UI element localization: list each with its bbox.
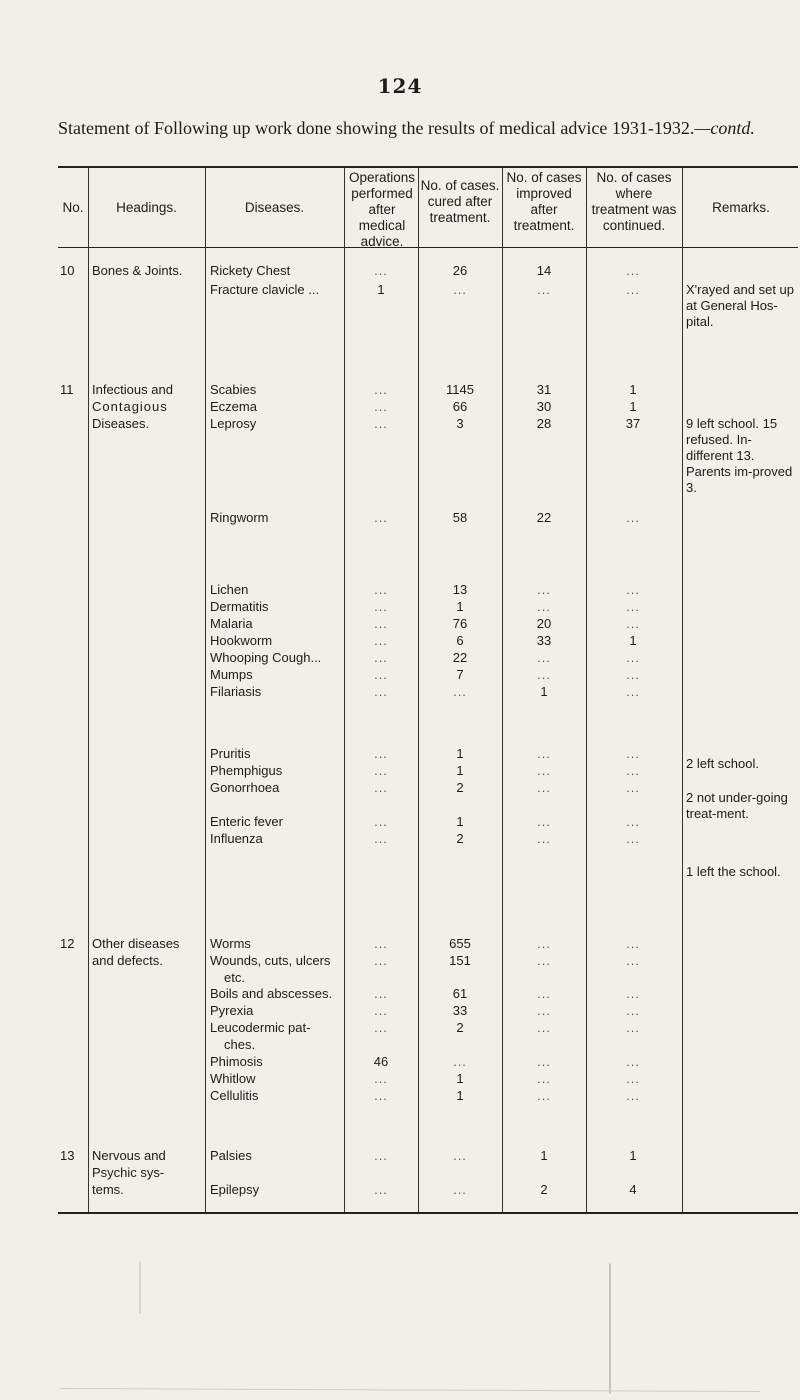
improved-cell: ... [537, 1003, 551, 1018]
header-headings: Headings. [116, 200, 177, 215]
improved-cell: ... [537, 936, 551, 951]
section-heading: Contagious [92, 399, 168, 414]
continued-cell: ... [626, 763, 640, 778]
cured-cell: 76 [452, 616, 468, 631]
cured-cell: 1 [456, 763, 464, 778]
operations-cell: ... [374, 667, 388, 682]
disease-name: Lichen [210, 582, 249, 597]
disease-name: Ringworm [210, 510, 269, 525]
bleed-through-marks [0, 1250, 800, 1400]
section-heading: tems. [92, 1182, 124, 1197]
improved-cell: ... [537, 582, 551, 597]
improved-cell: ... [537, 1054, 551, 1069]
disease-name: Filariasis [210, 684, 262, 699]
disease-name: Epilepsy [210, 1182, 260, 1197]
improved-cell: ... [537, 986, 551, 1001]
improved-cell: 31 [536, 382, 552, 397]
operations-cell: 46 [373, 1054, 389, 1069]
operations-cell: ... [374, 263, 388, 278]
continued-cell: ... [626, 936, 640, 951]
disease-name: Palsies [210, 1148, 252, 1163]
continued-cell: ... [626, 831, 640, 846]
disease-name: Hookworm [210, 633, 273, 648]
section-heading: and defects. [92, 953, 163, 968]
operations-cell: ... [374, 510, 388, 525]
operations-cell: ... [374, 382, 388, 397]
header-no: No. [62, 200, 84, 215]
disease-name: Gonorrhoea [210, 780, 280, 795]
title-suffix: —contd. [694, 118, 755, 138]
continued-cell: 1 [629, 399, 637, 414]
cured-cell: 655 [449, 936, 471, 951]
improved-cell: ... [537, 282, 551, 297]
improved-cell: ... [537, 814, 551, 829]
continued-cell: ... [626, 616, 640, 631]
operations-cell: ... [374, 953, 388, 968]
continued-cell: ... [626, 1071, 640, 1086]
continued-cell: ... [626, 684, 640, 699]
col-line-3 [344, 168, 345, 1212]
header-continued: No. of cases where treatment was continued. [591, 170, 677, 233]
disease-name: Rickety Chest [210, 263, 291, 278]
operations-cell: ... [374, 1148, 388, 1163]
disease-name: Whitlow [210, 1071, 256, 1086]
cured-cell: ... [453, 282, 467, 297]
disease-name: Scabies [210, 382, 257, 397]
header-bottom-rule [58, 247, 798, 248]
continued-cell: ... [626, 1054, 640, 1069]
section-number: 13 [60, 1148, 75, 1163]
cured-cell: 58 [452, 510, 468, 525]
improved-cell: ... [537, 1071, 551, 1086]
cured-cell: 151 [449, 953, 471, 968]
cured-cell: 26 [452, 263, 468, 278]
improved-cell: ... [537, 746, 551, 761]
operations-cell: ... [374, 1020, 388, 1035]
cured-cell: 61 [452, 986, 468, 1001]
improved-cell: ... [537, 650, 551, 665]
section-number: 11 [60, 382, 74, 397]
continued-cell: ... [626, 1003, 640, 1018]
remark: 9 left school. 15 refused. In-different 13. Parents im-proved 3. [686, 416, 793, 495]
improved-cell: ... [537, 599, 551, 614]
disease-name: Pruritis [210, 746, 251, 761]
cured-cell: ... [453, 1148, 467, 1163]
section-heading: Psychic sys- [92, 1165, 165, 1180]
cured-cell: 2 [456, 1020, 464, 1035]
cured-cell: 7 [456, 667, 464, 682]
continued-cell: 37 [625, 416, 641, 431]
disease-name: Leprosy [210, 416, 257, 431]
disease-name: Eczema [210, 399, 257, 414]
cured-cell: ... [453, 1054, 467, 1069]
section-number: 10 [60, 263, 75, 278]
continued-cell: 1 [629, 382, 637, 397]
cured-cell: ... [453, 1182, 467, 1197]
improved-cell: ... [537, 1088, 551, 1103]
col-line-4 [418, 168, 419, 1212]
continued-cell: ... [626, 1020, 640, 1035]
continued-cell: ... [626, 582, 640, 597]
remark: 2 not under-going treat-ment. [686, 790, 788, 821]
continued-cell: ... [626, 986, 640, 1001]
disease-name: Dermatitis [210, 599, 269, 614]
improved-cell: ... [537, 667, 551, 682]
cured-cell: 1 [456, 1071, 464, 1086]
continued-cell: ... [626, 814, 640, 829]
operations-cell: ... [374, 1088, 388, 1103]
continued-cell: 4 [629, 1182, 637, 1197]
continued-cell: 1 [629, 633, 637, 648]
continued-cell: ... [626, 263, 640, 278]
page-number: 124 [377, 74, 423, 98]
remark: X'rayed and set up at General Hos-pital. [686, 282, 794, 329]
improved-cell: ... [537, 1020, 551, 1035]
disease-name: Phimosis [210, 1054, 263, 1069]
disease-name: Worms [210, 936, 251, 951]
section-heading: Nervous and [92, 1148, 166, 1163]
operations-cell: ... [374, 763, 388, 778]
col-line-2 [205, 168, 206, 1212]
improved-cell: 2 [540, 1182, 548, 1197]
disease-name: Influenza [210, 831, 263, 846]
header-operations: Operations performed after medical advice. [348, 170, 416, 249]
continued-cell: ... [626, 1088, 640, 1103]
improved-cell: 1 [540, 1148, 548, 1163]
cured-cell: ... [453, 684, 467, 699]
operations-cell: ... [374, 814, 388, 829]
section-heading: Other diseases [92, 936, 180, 951]
operations-cell: ... [374, 780, 388, 795]
disease-name: Whooping Cough... [210, 650, 322, 665]
continued-cell: ... [626, 746, 640, 761]
section-number: 12 [60, 936, 75, 951]
operations-cell: ... [374, 416, 388, 431]
improved-cell: ... [537, 763, 551, 778]
cured-cell: 2 [456, 780, 464, 795]
operations-cell: ... [374, 399, 388, 414]
continued-cell: 1 [629, 1148, 637, 1163]
disease-name: Boils and abscesses. [210, 986, 333, 1001]
page-title [58, 118, 798, 139]
disease-name: Enteric fever [210, 814, 283, 829]
header-improved: No. of cases improved after treatment. [506, 170, 582, 233]
table-top-rule [58, 166, 798, 168]
improved-cell: 33 [536, 633, 552, 648]
disease-name: Cellulitis [210, 1088, 259, 1103]
operations-cell: ... [374, 1182, 388, 1197]
improved-cell: 30 [536, 399, 552, 414]
cured-cell: 1 [456, 746, 464, 761]
improved-cell: 28 [536, 416, 552, 431]
improved-cell: ... [537, 780, 551, 795]
continued-cell: ... [626, 599, 640, 614]
cured-cell: 1 [456, 599, 464, 614]
section-heading: Infectious and [92, 382, 173, 397]
operations-cell: ... [374, 650, 388, 665]
continued-cell: ... [626, 282, 640, 297]
disease-name: Leucodermic pat- [210, 1020, 311, 1035]
disease-name: Wounds, cuts, ulcers [210, 953, 331, 968]
cured-cell: 2 [456, 831, 464, 846]
cured-cell: 66 [452, 399, 468, 414]
disease-name: Pyrexia [210, 1003, 254, 1018]
cured-cell: 33 [452, 1003, 468, 1018]
disease-name-cont: ches. [224, 1037, 256, 1052]
continued-cell: ... [626, 953, 640, 968]
remark: 1 left the school. [686, 864, 781, 879]
cured-cell: 13 [452, 582, 468, 597]
remark: 2 left school. [686, 756, 759, 771]
header-remarks: Remarks. [712, 200, 770, 215]
improved-cell: 22 [536, 510, 552, 525]
col-line-7 [682, 168, 683, 1212]
improved-cell: ... [537, 953, 551, 968]
section-heading: Bones & Joints. [92, 263, 183, 278]
cured-cell: 1145 [446, 382, 474, 397]
improved-cell: 14 [536, 263, 552, 278]
improved-cell: ... [537, 831, 551, 846]
operations-cell: ... [374, 746, 388, 761]
disease-name: Mumps [210, 667, 253, 682]
col-line-1 [88, 168, 89, 1212]
operations-cell: ... [374, 684, 388, 699]
cured-cell: 22 [452, 650, 468, 665]
operations-cell: ... [374, 986, 388, 1001]
improved-cell: 1 [540, 684, 548, 699]
cured-cell: 1 [456, 814, 464, 829]
continued-cell: ... [626, 667, 640, 682]
col-line-5 [502, 168, 503, 1212]
disease-name: Phemphigus [210, 763, 283, 778]
operations-cell: ... [374, 1003, 388, 1018]
operations-cell: 1 [377, 282, 385, 297]
disease-name-cont: etc. [224, 970, 245, 985]
cured-cell: 6 [456, 633, 464, 648]
table-bottom-rule [58, 1212, 798, 1214]
operations-cell: ... [374, 1071, 388, 1086]
header-cured: No. of cases. cured after treatment. [420, 178, 500, 225]
operations-cell: ... [374, 831, 388, 846]
disease-name: Fracture clavicle ... [210, 282, 320, 297]
operations-cell: ... [374, 599, 388, 614]
section-heading: Diseases. [92, 416, 150, 431]
cured-cell: 1 [456, 1088, 464, 1103]
operations-cell: ... [374, 582, 388, 597]
disease-name: Malaria [210, 616, 253, 631]
operations-cell: ... [374, 633, 388, 648]
col-line-6 [586, 168, 587, 1212]
cured-cell: 3 [456, 416, 464, 431]
title-main: Statement of Following up work done showing the results of medical advice 1931-1932. [58, 118, 695, 138]
continued-cell: ... [626, 650, 640, 665]
operations-cell: ... [374, 616, 388, 631]
operations-cell: ... [374, 936, 388, 951]
header-diseases: Diseases. [244, 200, 305, 215]
improved-cell: 20 [536, 616, 552, 631]
continued-cell: ... [626, 780, 640, 795]
continued-cell: ... [626, 510, 640, 525]
